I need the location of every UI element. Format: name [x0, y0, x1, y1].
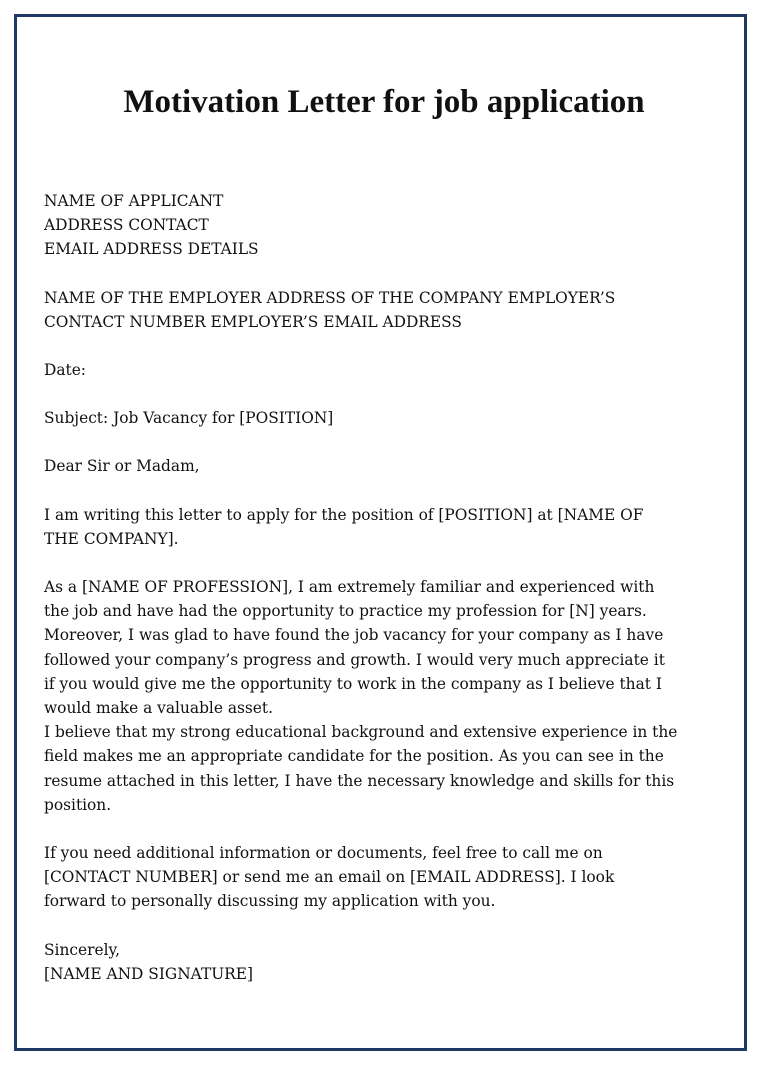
paragraph-line: I believe that my strong educational background and extensive experience in the: [44, 723, 678, 742]
employer-block: [44, 286, 734, 334]
paragraph-line: position.: [44, 795, 112, 814]
salutation-block: [44, 454, 734, 478]
paragraph-line: followed your company’s progress and growth. I would very much appreciate it: [44, 650, 665, 669]
applicant-name: NAME OF APPLICANT: [44, 192, 224, 210]
subject-line: Subject: Job Vacancy for [POSITION]: [44, 409, 334, 428]
subject-block: [44, 406, 734, 430]
applicant-email: EMAIL ADDRESS DETAILS: [44, 240, 259, 259]
paragraph-1: [44, 503, 734, 551]
paragraph-line: resume attached in this letter, I have the necessary knowledge and skills for this: [44, 771, 675, 790]
paragraph-line: As a [NAME OF PROFESSION], I am extremely familiar and experienced with: [44, 578, 655, 597]
applicant-block: [44, 189, 734, 262]
paragraph-4: [44, 841, 734, 914]
paragraph-line: [CONTACT NUMBER] or send me an email on [EMAIL ADDRESS]. I look: [44, 868, 615, 887]
paragraph-line: forward to personally discussing my application with you.: [44, 892, 496, 911]
paragraph-line: would make a valuable asset.: [44, 699, 273, 718]
paragraph-line: field makes me an appropriate candidate for the position. As you can see in the: [44, 747, 664, 766]
paragraph-line: If you need additional information or documents, feel free to call me on: [44, 844, 603, 863]
applicant-address: ADDRESS CONTACT: [44, 216, 209, 235]
paragraph-line: Moreover, I was glad to have found the job vacancy for your company as I have: [44, 626, 664, 645]
employer-line-1: NAME OF THE EMPLOYER ADDRESS OF THE COMPANY EMPLOYER’S: [44, 288, 616, 307]
signature: [NAME AND SIGNATURE]: [44, 964, 254, 983]
paragraph-line: the job and have had the opportunity to practice my profession for [N] years.: [44, 602, 647, 621]
paragraph-2: [44, 575, 734, 720]
date-block: [44, 358, 734, 382]
letter-body: [44, 189, 734, 986]
paragraph-line: I am writing this letter to apply for the position of [POSITION] at [NAME OF: [44, 505, 644, 524]
paragraph-line: THE COMPANY].: [44, 529, 179, 548]
salutation: Dear Sir or Madam,: [44, 457, 200, 476]
document-title: Motivation Letter for job application: [123, 84, 645, 120]
closing-block: [44, 938, 734, 986]
paragraph-3: [44, 720, 734, 817]
date-label: Date:: [44, 361, 86, 380]
paragraph-line: if you would give me the opportunity to work in the company as I believe that I: [44, 674, 662, 693]
employer-line-2: CONTACT NUMBER EMPLOYER’S EMAIL ADDRESS: [44, 312, 462, 331]
closing: Sincerely,: [44, 940, 121, 959]
